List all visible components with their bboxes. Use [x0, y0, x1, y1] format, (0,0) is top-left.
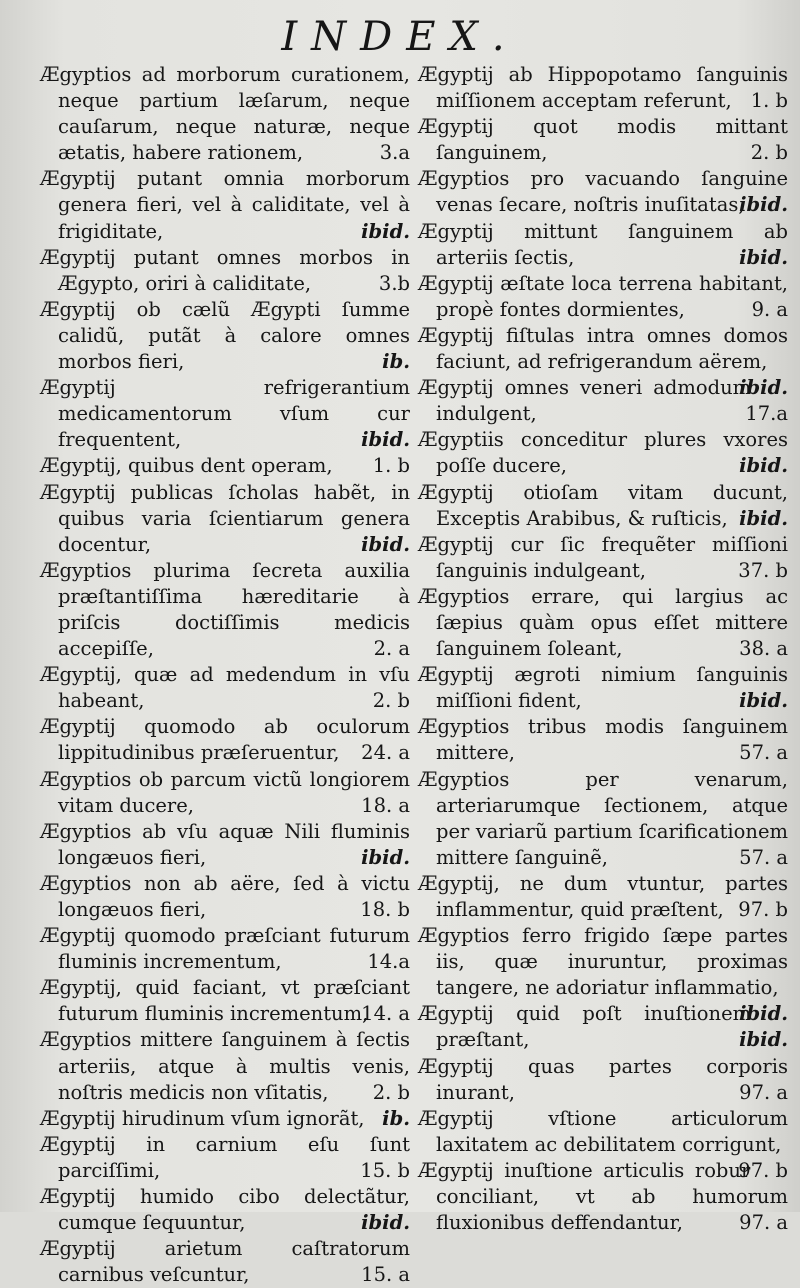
index-entry: [40, 714, 410, 766]
entry-text: Ægyptij in carnium eſu ſunt parciſſimi,: [40, 1132, 410, 1182]
entry-page-ref: 3.a: [379, 141, 410, 165]
index-entry: [40, 1236, 410, 1288]
entry-page-ref: 2. b: [750, 141, 788, 165]
index-entry: [418, 1106, 788, 1182]
entry-page-ref: 97. b: [738, 1158, 788, 1182]
entry-text: Ægyptij cur ſic frequẽter miſſioni ſanguinis indulgeant,: [418, 532, 788, 582]
entry-page-ref: ibid.: [739, 376, 788, 400]
entry-text: Ægyptij arietum caſtratorum carnibus veſcuntur,: [40, 1237, 410, 1287]
entry-page-ref: 15. b: [360, 1158, 410, 1182]
index-entry: [418, 584, 788, 662]
entry-page-ref: 18. a: [361, 793, 410, 817]
entry-text: Ægyptios ferro frigido ſæpe partes iis, quæ inuruntur, proximas tangere, ne adoriatur inflammatio,: [418, 924, 788, 1000]
entry-page-ref: 17.a: [745, 402, 788, 426]
entry-page-ref: 2. b: [372, 689, 410, 713]
index-entry: [418, 271, 788, 323]
entry-page-ref: ibid.: [739, 506, 788, 530]
entry-text: Ægyptij mittunt ſanguinem ab arteriis ſectis,: [418, 219, 788, 269]
entry-text: Ægyptij quomodo præſciant futurum fluminis incrementum,: [40, 924, 410, 974]
index-entry: [40, 1027, 410, 1105]
entry-text: Ægyptij publicas ſcholas habẽt, in quibus varia ſcientiarum genera docentur,: [40, 480, 410, 556]
entry-page-ref: 1. b: [372, 454, 410, 478]
entry-text: Ægyptij refrigerantium medicamentorum vſum cur frequentent,: [40, 376, 410, 452]
entry-text: Ægyptios errare, qui largius ac ſæpius quàm opus eſſet mittere ſanguinem ſoleant,: [418, 584, 788, 661]
entry-text: Ægyptij otioſam vitam ducunt, Exceptis Arabibus, & ruſticis,: [418, 480, 788, 530]
entry-page-ref: 2. b: [372, 1080, 410, 1104]
entry-text: Ægyptij putant omnes morbos in Ægypto, oriri à caliditate,: [40, 245, 410, 295]
entry-text: Ægyptios tribus modis ſanguinem mittere,: [418, 715, 788, 765]
entry-text: Ægyptij quot modis mittant ſanguinem,: [418, 115, 788, 165]
entry-text: Ægyptios non ab aëre, ſed à victu longæuos fieri,: [40, 871, 410, 921]
index-columns: [40, 62, 788, 1287]
right-column: [418, 62, 788, 1235]
entry-page-ref: 2. a: [373, 637, 410, 661]
index-entry: [418, 1158, 788, 1236]
entry-text: Ægyptij ob cælũ Ægypti ſumme calidũ, putãt à calore omnes morbos fieri,: [40, 297, 410, 374]
index-entry: [418, 1001, 788, 1053]
entry-page-ref: 1. b: [750, 89, 788, 113]
index-entry: [418, 480, 788, 532]
entry-text: Ægyptij humido cibo delectãtur, cumque ſequuntur,: [40, 1185, 410, 1235]
entry-text: Ægyptios pro vacuando ſanguine venas ſecare, noſtris inuſitatas,: [418, 167, 788, 217]
entry-page-ref: ibid.: [361, 1211, 410, 1235]
entry-page-ref: ibid.: [361, 532, 410, 556]
entry-text: Ægyptij ab Hippopotamo ſanguinis miſſionem acceptam referunt,: [418, 63, 788, 113]
index-entry: [40, 1184, 410, 1236]
entry-page-ref: ibid.: [739, 1002, 788, 1026]
left-column: [40, 62, 410, 1287]
index-entry: [40, 767, 410, 819]
entry-page-ref: ibid.: [361, 428, 410, 452]
index-entry: [40, 245, 410, 297]
entry-page-ref: 9. a: [751, 297, 788, 321]
index-entry: [40, 871, 410, 923]
entry-page-ref: ibid.: [739, 245, 788, 269]
entry-page-ref: 57. a: [739, 845, 788, 869]
entry-text: Ægyptios ad morborum curationem, neque partium læſarum, neque cauſarum, neque naturæ, neque ætatis, habere rationem,: [40, 63, 410, 165]
index-entry: [418, 114, 788, 166]
index-entry: [40, 975, 410, 1027]
index-entry: [418, 532, 788, 584]
entry-text: Ægyptij vſtione articulorum laxitatem ac debilitatem corrigunt,: [418, 1106, 788, 1156]
index-entry: [418, 323, 788, 400]
index-entry: [418, 62, 788, 114]
entry-page-ref: ibid.: [361, 219, 410, 243]
index-entry: [40, 375, 410, 453]
entry-page-ref: 38. a: [739, 637, 788, 661]
entry-text: Ægyptios ab vſu aquæ Nili fluminis longæuos fieri,: [40, 819, 410, 869]
entry-text: Ægyptij, quæ ad medendum in vſu habeant,: [40, 663, 410, 713]
entry-text: Ægyptij quas partes corporis inurant,: [418, 1054, 788, 1104]
entry-text: Ægyptij æſtate loca terrena habitant, propè fontes dormientes,: [418, 271, 788, 321]
index-entry: [40, 297, 410, 375]
entry-text: Ægyptij inuſtione articulis robur conciliant, vt ab humorum fluxionibus deffendantur,: [418, 1158, 788, 1235]
entry-page-ref: ib.: [382, 1106, 410, 1130]
index-entry: [418, 166, 788, 218]
entry-page-ref: ibid.: [739, 193, 788, 217]
entry-page-ref: ibid.: [739, 454, 788, 478]
entry-text: Ægyptij, quibus dent operam,: [40, 454, 333, 478]
entry-text: Ægyptiis conceditur plures vxores poſſe ducere,: [418, 428, 788, 478]
index-entry: [40, 166, 410, 244]
entry-page-ref: 14. a: [361, 1002, 410, 1026]
entry-page-ref: 15. a: [361, 1263, 410, 1287]
entry-text: Ægyptios plurima ſecreta auxilia præſtantiſſima hæreditarie à priſcis doctiſſimis medicis accepiſſe,: [40, 558, 410, 661]
entry-page-ref: 18. b: [360, 898, 410, 921]
entry-text: Ægyptij, quid faciant, vt præſciant futurum fluminis incrementum,: [40, 976, 410, 1026]
entry-text: Ægyptij, ne dum vtuntur, partes inflammentur, quid præſtent,: [418, 871, 788, 921]
index-entry: [418, 662, 788, 714]
entry-page-ref: 57. a: [739, 741, 788, 765]
entry-page-ref: 3.b: [378, 271, 410, 295]
index-entry: [40, 662, 410, 714]
entry-text: Ægyptij omnes veneri admodum indulgent,: [418, 376, 752, 426]
index-entry: [40, 453, 410, 479]
entry-page-ref: 24. a: [361, 741, 410, 765]
entry-text: Ægyptij fiſtulas intra omnes domos faciunt, ad refrigerandum aërem,: [418, 323, 788, 374]
entry-page-ref: 37. b: [738, 558, 788, 582]
entry-text: Ægyptij quid poſt inuſtionem præſtant,: [418, 1002, 752, 1052]
entry-page-ref: ibid.: [739, 689, 788, 713]
index-entry: [418, 767, 788, 871]
index-entry: [418, 427, 788, 479]
index-entry: [40, 819, 410, 871]
index-entry: [40, 1106, 410, 1132]
entry-page-ref: ibid.: [739, 1028, 788, 1052]
entry-text: Ægyptij hirudinum vſum ignorãt,: [40, 1106, 365, 1130]
entry-page-ref: 97. a: [739, 1211, 788, 1235]
entry-page-ref: 97. a: [739, 1080, 788, 1104]
entry-text: Ægyptij quomodo ab oculorum lippitudinibus præſeruentur,: [40, 715, 410, 765]
entry-page-ref: ib.: [382, 350, 410, 374]
index-entry: [418, 375, 788, 427]
page-title: INDEX.: [281, 14, 519, 60]
index-entry: [40, 558, 410, 662]
index-entry: [418, 714, 788, 766]
index-entry: [418, 871, 788, 923]
entry-page-ref: ibid.: [361, 845, 410, 869]
index-entry: [418, 1054, 788, 1106]
entry-text: Ægyptios ob parcum victũ longiorem vitam ducere,: [40, 767, 410, 817]
entry-text: Ægyptios per venarum, arteriarumque ſectionem, atque per variarũ partium ſcarificationem mittere ſanguinẽ,: [418, 767, 788, 869]
index-entry: [40, 1132, 410, 1184]
entry-text: Ægyptij ægroti nimium ſanguinis miſſioni fident,: [418, 663, 788, 713]
index-entry: [40, 62, 410, 166]
index-entry: [40, 480, 410, 558]
entry-text: Ægyptios mittere ſanguinem à ſectis arteriis, atque à multis venis, noſtris medicis non vſitatis,: [40, 1028, 410, 1104]
entry-page-ref: 14.a: [367, 950, 410, 974]
index-entry: [418, 219, 788, 271]
index-entry: [418, 923, 788, 1026]
index-entry: [40, 923, 410, 975]
entry-page-ref: 97. b: [738, 898, 788, 921]
entry-text: Ægyptij putant omnia morborum genera fieri, vel à caliditate, vel à frigiditate,: [40, 167, 410, 243]
